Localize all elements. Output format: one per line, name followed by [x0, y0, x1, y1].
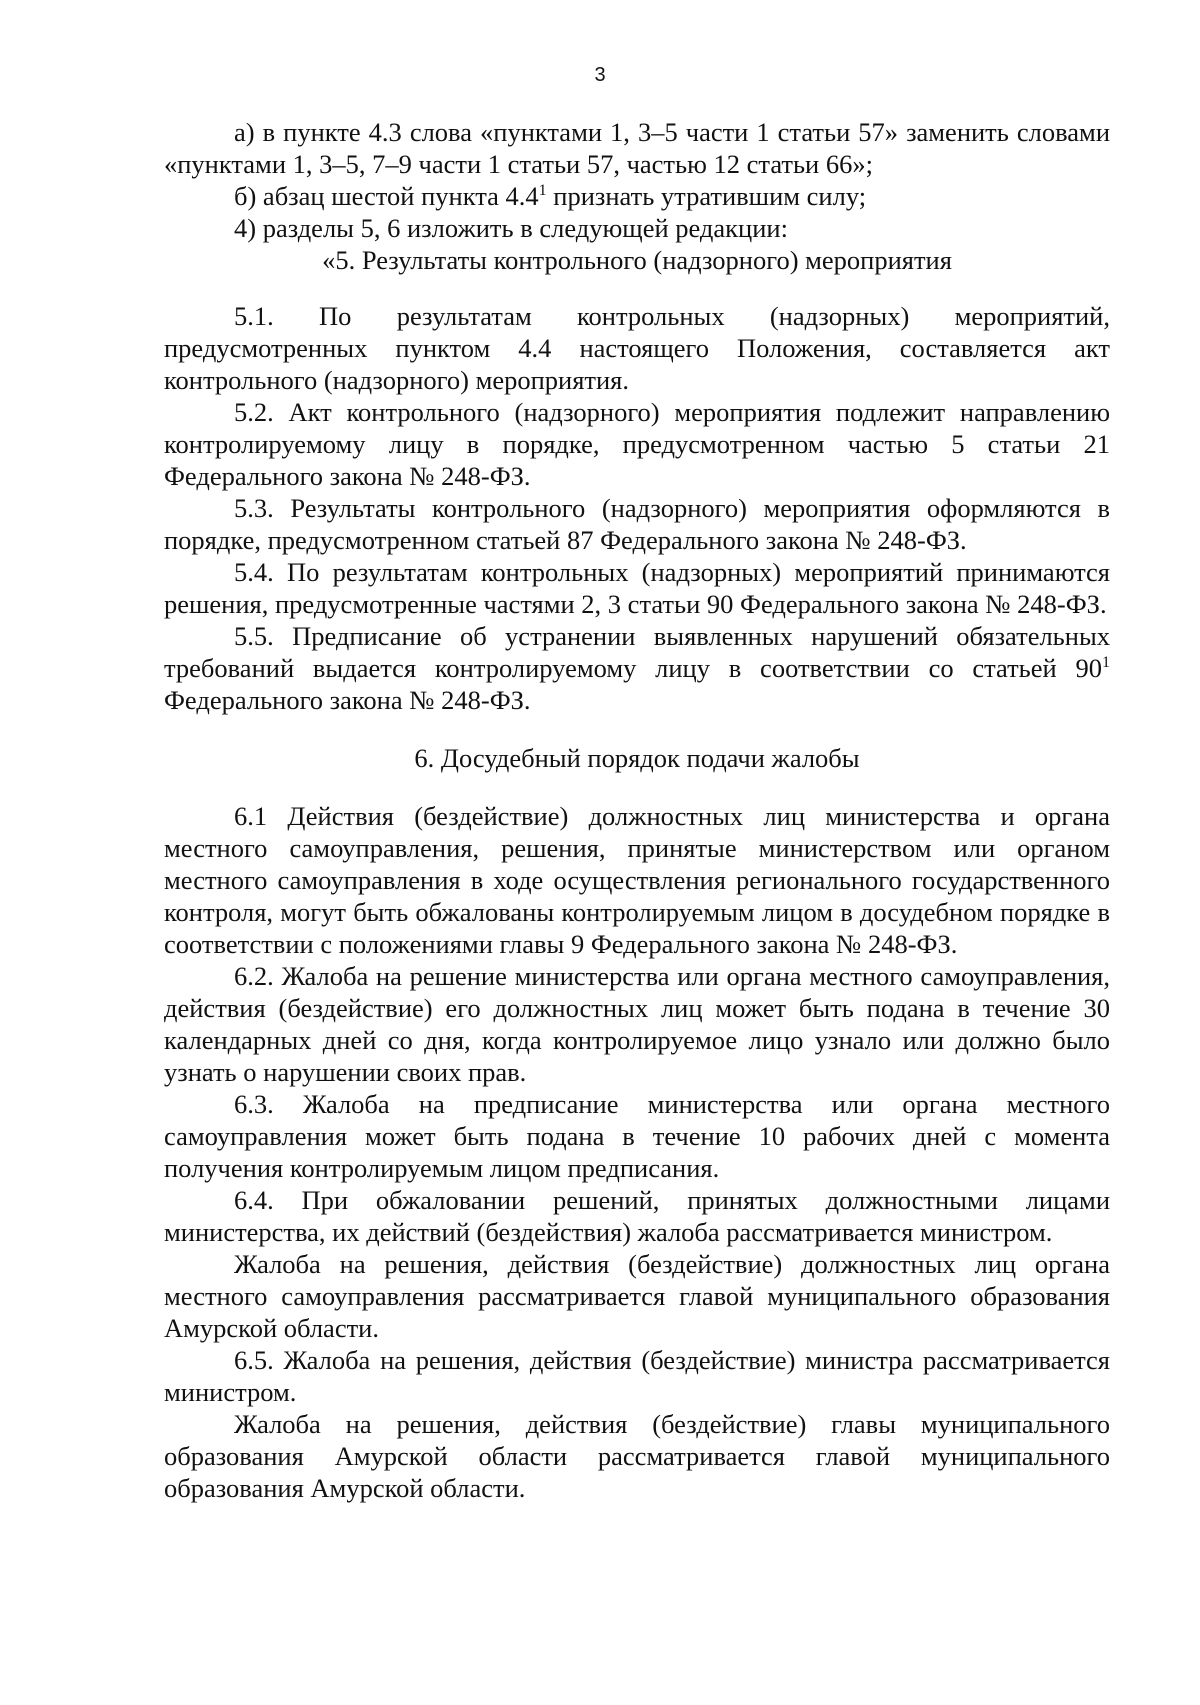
document-body [164, 116, 1110, 1504]
paragraph-5-5-text: 5.5. Предписание об устранении выявленных нарушений обязательных требований выдается контролируемому лицу в соответствии со статьей 90 [164, 621, 1110, 683]
paragraph-5-1: 5.1. По результатам контрольных (надзорных) мероприятий, предусмотренных пунктом 4.4 настоящего Положения, составляется акт контрольного (надзорного) мероприятия. [164, 301, 1110, 395]
superscript: 1 [1102, 654, 1110, 672]
amendment-b [164, 180, 1110, 212]
paragraph-6-1: 6.1 Действия (бездействие) должностных лиц министерства и органа местного самоуправления, решения, принятые министерством или органом местного самоуправления в ходе осуществления регионального государственного контроля, могут быть обжалованы контролируемым лицом в досудебном порядке в соответствии с положениями главы 9 Федерального закона № 248-ФЗ. [164, 801, 1110, 959]
paragraph-5-4: 5.4. По результатам контрольных (надзорных) мероприятий принимаются решения, предусмотренные частями 2, 3 статьи 90 Федерального закона № 248-ФЗ. [164, 557, 1110, 619]
paragraph-5-5 [164, 620, 1110, 716]
paragraph-6-5: 6.5. Жалоба на решения, действия (бездействие) министра рассматривается министром. [164, 1345, 1110, 1407]
amendment-a: а) в пункте 4.3 слова «пунктами 1, 3–5 части 1 статьи 57» заменить словами «пунктами 1, 3–5, 7–9 части 1 статьи 57, частью 12 статьи 66»; [164, 117, 1110, 179]
section-6-heading: 6. Досудебный порядок подачи жалобы [414, 743, 860, 773]
paragraph-5-5-tail: Федерального закона № 248-ФЗ. [164, 685, 531, 715]
paragraph-6-5-b: Жалоба на решения, действия (бездействие) главы муниципального образования Амурской области рассматривается главой муниципального образования Амурской области. [164, 1409, 1110, 1503]
paragraph-6-2: 6.2. Жалоба на решение министерства или органа местного самоуправления, действия (бездействие) его должностных лиц может быть подана в течение 30 календарных дней со дня, когда контролируемое лицо узнало или должно было узнать о нарушении своих прав. [164, 961, 1110, 1087]
amendment-b-tail: признать утратившим силу; [546, 181, 867, 211]
paragraph-6-3: 6.3. Жалоба на предписание министерства или органа местного самоуправления может быть подана в течение 10 рабочих дней с момента получения контролируемым лицом предписания. [164, 1089, 1110, 1183]
amendment-b-text: б) абзац шестой пункта 4.4 [234, 181, 539, 211]
paragraph-6-4: 6.4. При обжаловании решений, принятых должностными лицами министерства, их действий (бездействия) жалоба рассматривается министром. [164, 1185, 1110, 1247]
page-number: 3 [594, 64, 606, 86]
superscript: 1 [538, 182, 547, 200]
paragraph-5-3: 5.3. Результаты контрольного (надзорного) мероприятия оформляются в порядке, предусмотренном статьей 87 Федерального закона № 248-ФЗ. [164, 493, 1110, 555]
paragraph-6-4-b: Жалоба на решения, действия (бездействие) должностных лиц органа местного самоуправления рассматривается главой муниципального образования Амурской области. [164, 1249, 1110, 1343]
amendment-4: 4) разделы 5, 6 изложить в следующей редакции: [234, 213, 788, 243]
section-5-heading: «5. Результаты контрольного (надзорного) мероприятия [322, 245, 952, 275]
paragraph-5-2: 5.2. Акт контрольного (надзорного) мероприятия подлежит направлению контролируемому лицу в порядке, предусмотренном частью 5 статьи 21 Федерального закона № 248-ФЗ. [164, 397, 1110, 491]
